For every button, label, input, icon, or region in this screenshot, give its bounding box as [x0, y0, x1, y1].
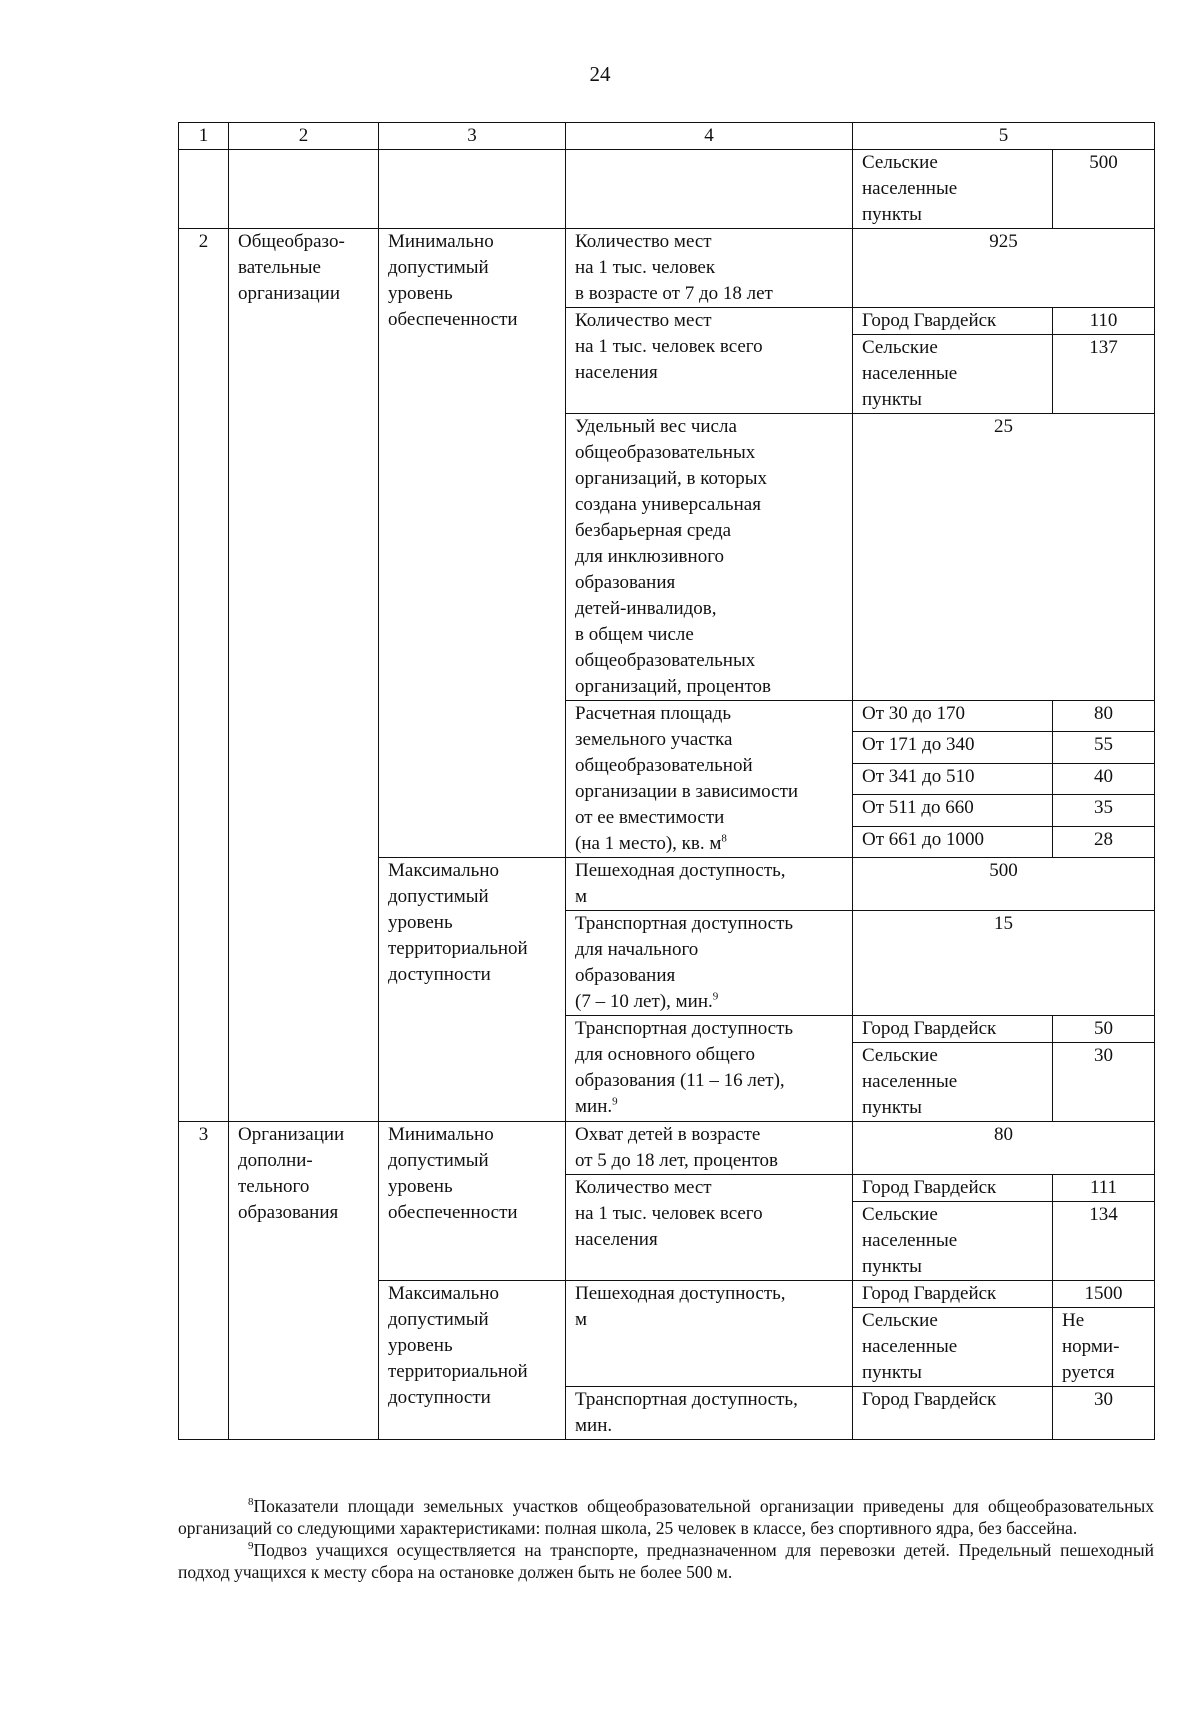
value-number: Не норми- руется [1053, 1308, 1155, 1387]
column-number: 1 [179, 123, 229, 150]
indicator: Охват детей в возрасте от 5 до 18 лет, процентов [566, 1122, 853, 1175]
value-label: От 341 до 510 [853, 763, 1053, 794]
empty-cell [379, 150, 566, 229]
value-label: Город Гвардейск [853, 1281, 1053, 1308]
indicator: Транспортная доступность, мин. [566, 1387, 853, 1440]
indicator [566, 911, 853, 1016]
value-number: 28 [1053, 826, 1155, 857]
empty-cell [179, 150, 229, 229]
indicator [566, 701, 853, 858]
value-label: От 171 до 340 [853, 732, 1053, 763]
value-label: Город Гвардейск [853, 1016, 1053, 1043]
footnote-mark: 9 [248, 1540, 254, 1553]
value-number: 500 [1053, 150, 1155, 229]
column-number-row [179, 123, 1155, 150]
empty-cell [229, 150, 379, 229]
value-number: 30 [1053, 1043, 1155, 1122]
indicator: Пешеходная доступность, м [566, 1281, 853, 1387]
standard-level: Минимально допустимый уровень обеспеченности [379, 1122, 566, 1281]
page-number: 24 [589, 62, 611, 86]
column-number: 5 [853, 123, 1155, 150]
footnote [178, 1539, 1154, 1583]
standard-level: Максимально допустимый уровень территориальной доступности [379, 858, 566, 1122]
standard-level: Минимально допустимый уровень обеспеченности [379, 229, 566, 858]
value-number: 30 [1053, 1387, 1155, 1440]
column-number: 3 [379, 123, 566, 150]
value-number: 137 [1053, 335, 1155, 414]
standard-level: Максимально допустимый уровень территориальной доступности [379, 1281, 566, 1440]
value-number: 925 [853, 229, 1155, 308]
indicator-text: Расчетная площадь земельного участка общеобразовательной организации в зависимости от ее вместимости (на 1 место), кв. м [575, 703, 799, 854]
empty-cell [566, 150, 853, 229]
table-row [179, 150, 1155, 229]
value-label: Город Гвардейск [853, 1387, 1053, 1440]
value-label: Сельские населенные пункты [853, 335, 1053, 414]
value-number: 80 [1053, 701, 1155, 732]
table-row [179, 1122, 1155, 1175]
indicator: Количество мест на 1 тыс. человек всего населения [566, 1175, 853, 1281]
footnote-text: Подвоз учащихся осуществляется на транспорте, предназначенном для перевозки детей. Предельный пешеходный подход учащихся к месту сбора на остановке должен быть не более 500 м. [178, 1540, 1154, 1582]
standards-table [178, 122, 1155, 1440]
footnote [178, 1495, 1154, 1539]
value-number: 25 [853, 414, 1155, 701]
value-label: Сельские населенные пункты [853, 150, 1053, 229]
footnotes [178, 1495, 1154, 1583]
value-number: 40 [1053, 763, 1155, 794]
value-number: 50 [1053, 1016, 1155, 1043]
indicator [566, 1016, 853, 1122]
table-row [179, 229, 1155, 308]
value-label: Сельские населенные пункты [853, 1202, 1053, 1281]
indicator: Пешеходная доступность, м [566, 858, 853, 911]
organization-category: Общеобразо- вательные организации [229, 229, 379, 1122]
column-number: 4 [566, 123, 853, 150]
value-number: 111 [1053, 1175, 1155, 1202]
value-number: 15 [853, 911, 1155, 1016]
row-number: 3 [179, 1122, 229, 1440]
indicator-text: Транспортная доступность для начального образования (7 – 10 лет), мин. [575, 913, 794, 1012]
value-label: От 30 до 170 [853, 701, 1053, 732]
value-number: 500 [853, 858, 1155, 911]
value-label: От 661 до 1000 [853, 826, 1053, 857]
value-label: От 511 до 660 [853, 795, 1053, 826]
value-number: 1500 [1053, 1281, 1155, 1308]
footnote-text: Показатели площади земельных участков общеобразовательной организации приведены для общеобразовательных организаций со следующими характеристиками: полная школа, 25 человек в классе, без спортивного ядра, без бассейна. [178, 1496, 1154, 1538]
value-number: 55 [1053, 732, 1155, 763]
indicator: Количество мест на 1 тыс. человек в возрасте от 7 до 18 лет [566, 229, 853, 308]
value-label: Сельские населенные пункты [853, 1308, 1053, 1387]
footnote-ref: 9 [612, 1095, 618, 1108]
value-number: 134 [1053, 1202, 1155, 1281]
value-label: Город Гвардейск [853, 308, 1053, 335]
footnote-ref: 8 [721, 832, 727, 845]
footnote-ref: 9 [712, 990, 719, 1003]
indicator: Удельный вес числа общеобразовательных организаций, в которых создана универсальная безбарьерная среда для инклюзивного образования детей-инвалидов, в общем числе общеобразовательных организаций, процентов [566, 414, 853, 701]
row-number: 2 [179, 229, 229, 1122]
value-number: 35 [1053, 795, 1155, 826]
value-label: Сельские населенные пункты [853, 1043, 1053, 1122]
column-number: 2 [229, 123, 379, 150]
value-label: Город Гвардейск [853, 1175, 1053, 1202]
value-number: 80 [853, 1122, 1155, 1175]
indicator: Количество мест на 1 тыс. человек всего населения [566, 308, 853, 414]
footnote-mark: 8 [248, 1496, 254, 1509]
value-number: 110 [1053, 308, 1155, 335]
indicator-text: Транспортная доступность для основного общего образования (11 – 16 лет), мин. [575, 1018, 794, 1117]
organization-category: Организации дополни- тельного образования [229, 1122, 379, 1440]
